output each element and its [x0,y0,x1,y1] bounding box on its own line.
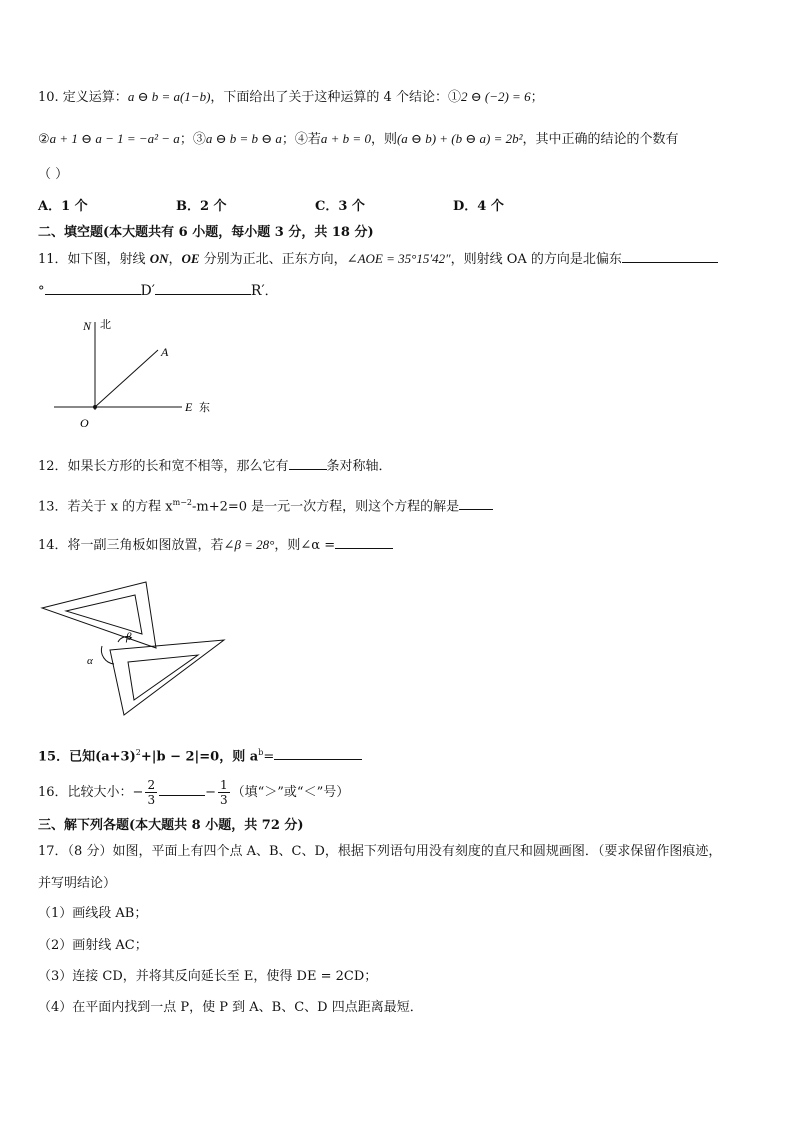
label-alpha: α [87,655,93,667]
q10-line2-end: ，其中正确的结论的个数有 [522,132,679,147]
q11-sep: ， [168,252,182,267]
q10-option-a: A．1 个 [38,199,88,214]
q13-text2: -m+2=0 是一元一次方程，则这个方程的解是 [192,499,460,515]
q12-blank [289,457,327,470]
q11-line1 [38,250,718,269]
q16-fraction-2 [218,778,230,807]
label-e: E [185,400,193,414]
q17-item-1: （1）画线段 AB； [38,906,148,921]
q10-c3-formula: a ⊖ b = b ⊖ a [205,131,282,146]
q17-item-4: （4）在平面内找到一点 P，使 P 到 A、B、C、D 四点距离最短． [38,1000,423,1015]
q16-minus2: − [205,785,216,800]
q14-blank [335,536,393,549]
label-o: O [80,416,89,430]
q14-line [38,536,393,555]
q15-text3: = [263,749,275,765]
q12-end: 条对称轴． [326,459,392,474]
q13-blank [459,497,493,510]
set-square-upper-inner [66,595,142,634]
q15-sup: 2 [135,748,141,757]
q11-text1: 11．如下图，射线 [38,252,150,267]
q13-text1: 13．若关于 x 的方程 x [38,499,173,515]
q15-line [38,744,362,766]
q10-prefix: 10. 定义运算： [38,90,128,105]
q15-sup2: b [258,748,264,757]
q10-c4-mid: ，则 [370,132,397,147]
q16-blank [159,783,205,796]
q14-text1: 14．将一副三角板如图放置，若 [38,538,224,553]
q11-line2 [38,282,278,301]
set-square-lower-outer [110,640,224,715]
q10-c4-prefix: ；④若 [281,132,321,147]
q16-line [38,776,349,810]
q10-line1 [38,88,544,107]
q11-blank-minutes [45,282,141,295]
q17-item-2: （2）画射线 AC； [38,938,148,953]
q11-end: ． [264,284,278,299]
q11-blank-seconds [155,282,251,295]
label-east: 东 [199,402,210,414]
q16-f2-den: 3 [219,793,228,807]
q11-blank-degrees [622,250,718,263]
q16-f2-num: 1 [219,778,228,792]
origin-point [93,405,97,409]
q11-text3: ，则射线 OA 的方向是北偏东 [450,252,622,267]
label-beta: β [126,631,132,643]
q16-text2: （填“＞”或“＜”号） [231,785,350,800]
q13-line [38,494,493,516]
set-square-lower-inner [128,655,198,700]
q11-d: D′ [140,283,155,299]
section3-heading: 三、解下列各题(本大题共 8 小题，共 72 分) [38,818,304,833]
q13-sup: m−2 [172,498,192,507]
q12-text: 12．如果长方形的长和宽不相等，那么它有 [38,459,289,474]
q17-item-3: （3）连接 CD，并将其反向延长至 E，使得 DE = 2CD； [38,969,378,984]
q14-angle: ∠β = 28° [223,537,275,552]
q11-angle: ∠AOE = 35°15′42″ [346,251,451,266]
q16-f1-den: 3 [147,793,156,807]
section2-heading: 二、填空题(本大题共有 6 小题，每小题 3 分，共 18 分) [38,225,374,240]
q15-text2: +|b − 2|=0，则 a [140,749,259,765]
q10-paren: （ ） [38,167,69,182]
q10-c2-prefix: ② [38,132,50,147]
q10-line2 [38,130,679,149]
q10-line1-end: ； [530,90,544,105]
q15-text1: 15．已知(a+3) [38,749,136,765]
q14-triangles-figure [38,578,238,718]
label-north: 北 [100,319,111,331]
q15-blank [274,747,362,760]
q11-oe: OE [181,251,200,266]
q16-f1-num: 2 [147,778,156,792]
q11-direction-figure [40,312,230,437]
q11-text2: 分别为正北、正东方向， [199,252,347,267]
q11-deg: ° [38,284,45,299]
q10-def-formula: a ⊖ b = a(1−b) [127,89,211,104]
label-a: A [161,345,169,359]
ray-oa [95,350,158,407]
q11-on: ON [149,251,169,266]
q11-r: R′ [250,283,265,299]
q10-c3-prefix: ；③ [179,132,206,147]
q16-text1: 16．比较大小：− [38,785,144,800]
q10-mid: ，下面给出了关于这种运算的 4 个结论：① [210,90,461,105]
q14-text2: ，则∠α = [274,538,336,553]
q10-c1-formula: 2 ⊖ (−2) = 6 [460,89,531,104]
q17-line2: 并写明结论） [38,876,117,891]
label-n: N [83,319,92,333]
q10-c4-formula: (a ⊖ b) + (b ⊖ a) = 2b² [396,131,523,146]
q10-option-b: B．2 个 [176,199,227,214]
q10-option-c: C．3 个 [315,199,365,214]
q16-fraction-1 [145,778,157,807]
q10-c2-formula: a + 1 ⊖ a − 1 = −a² − a [49,131,180,146]
q10-c4-cond: a + b = 0 [320,131,371,146]
q17-line1: 17．（8 分）如图，平面上有四个点 A、B、C、D，根据下列语句用没有刻度的直尺和圆规画图．（要求保留作图痕迹， [38,844,722,859]
q10-option-d: D．4 个 [453,199,504,214]
q12-line [38,457,392,476]
